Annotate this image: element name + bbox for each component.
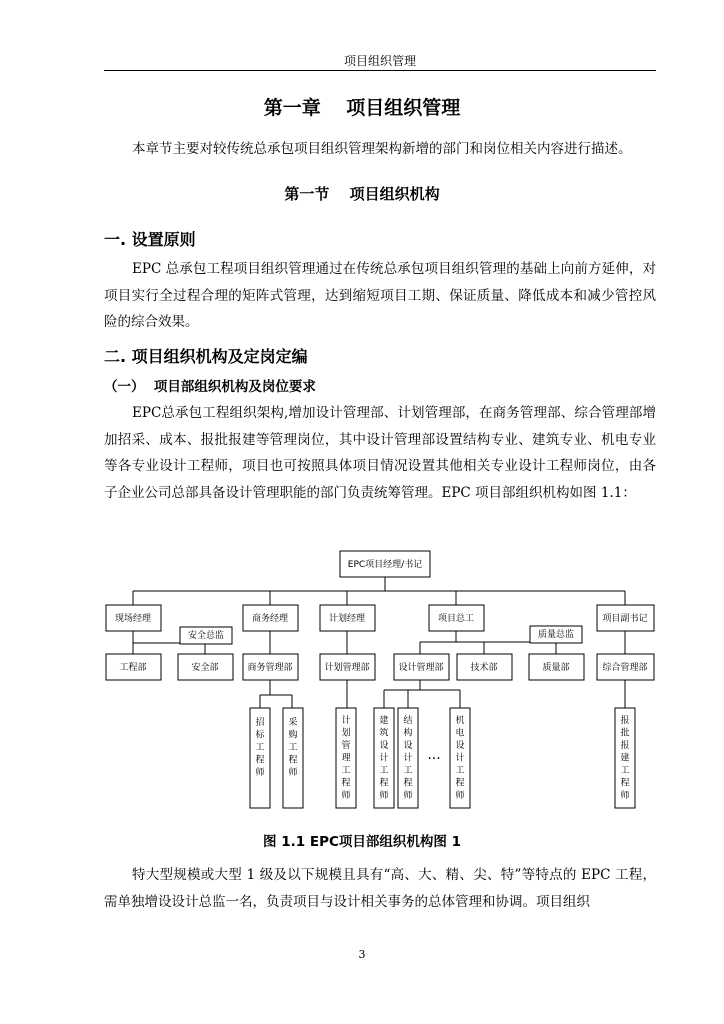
chapter-title: 第一章 项目组织管理 — [263, 97, 461, 119]
org-label-purchase-engineer: 采购工程师 — [288, 718, 298, 778]
org-label-plan-dept: 计划管理部 — [324, 663, 370, 673]
principles-paragraph: EPC 总承包工程项目组织管理通过在传统总承包项目组织管理的基础上向前方延伸，对项目实行全过程合理的矩阵式管理，达到缩短项目工期、保证质量、降低成本和减少管控风险的综合效果。 — [104, 261, 656, 330]
org-label-chief-engineer: 项目总工 — [437, 614, 475, 624]
closing-paragraph: 特大型规模或大型 1 级及以下规模且具有“高、大、精、尖、特”等特点的 EPC 工程，需单独增设设计总监一名，负责项目与设计相关事务的总体管理和协调。项目组织 — [104, 867, 656, 910]
org-label-top: EPC项目经理/书记 — [347, 560, 423, 570]
heading-org-structure: 二. 项目组织机构及定岗定编 — [104, 347, 308, 366]
org-label-quality-dept: 质量部 — [542, 663, 570, 673]
org-label-deputy-secretary: 项目副书记 — [602, 614, 648, 624]
org-label-plan-engineer: 计划管理工程师 — [341, 716, 351, 801]
org-ellipsis: ··· — [427, 751, 441, 767]
org-label-business-manager: 商务经理 — [251, 614, 289, 624]
org-label-site-manager: 现场经理 — [114, 614, 152, 624]
org-label-struct-engineer: 结构设计工程师 — [403, 716, 413, 801]
page-number: 3 — [358, 948, 366, 961]
intro-paragraph: 本章节主要对较传统总承包项目组织管理架构新增的部门和岗位相关内容进行描述。 — [132, 141, 632, 157]
org-label-general-dept: 综合管理部 — [602, 663, 648, 673]
org-label-arch-engineer: 建筑设计工程师 — [379, 716, 389, 801]
heading-principles: 一. 设置原则 — [104, 230, 196, 249]
org-label-safety-dept: 安全部 — [191, 663, 219, 673]
org-label-quality-director: 质量总监 — [537, 630, 575, 640]
org-label-procure-engineer: 招标工程师 — [255, 718, 265, 778]
org-label-mep-engineer: 机电设计工程师 — [455, 716, 465, 801]
org-label-engineering-dept: 工程部 — [119, 663, 147, 673]
org-label-plan-manager: 计划经理 — [328, 614, 366, 624]
org-label-business-dept: 商务管理部 — [247, 663, 293, 673]
org-label-tech-dept: 技术部 — [470, 663, 498, 673]
page-header-title: 项目组织管理 — [343, 54, 416, 68]
subheading-org-requirements: （一） 项目部组织机构及岗位要求 — [104, 379, 316, 395]
figure-caption: 图 1.1 EPC项目部组织机构图 1 — [263, 834, 461, 850]
org-label-permit-engineer: 报批报建工程师 — [620, 716, 630, 801]
org-label-safety-director: 安全总监 — [187, 631, 225, 641]
org-paragraph: EPC总承包工程组织架构,增加设计管理部、计划管理部，在商务管理部、综合管理部增加招采、成本、报批报建等管理岗位，其中设计管理部设置结构专业、建筑专业、机电专业等各专业设计工程师，项目也可按照具体项目情况设置其他相关专业设计工程师岗位，由各子企业公司总部具备设计管理职能的部门负责统筹管理。EPC 项目部组织机构如图 1.1： — [104, 405, 656, 501]
section-title: 第一节 项目组织机构 — [284, 185, 440, 203]
org-label-design-dept: 设计管理部 — [398, 663, 444, 673]
